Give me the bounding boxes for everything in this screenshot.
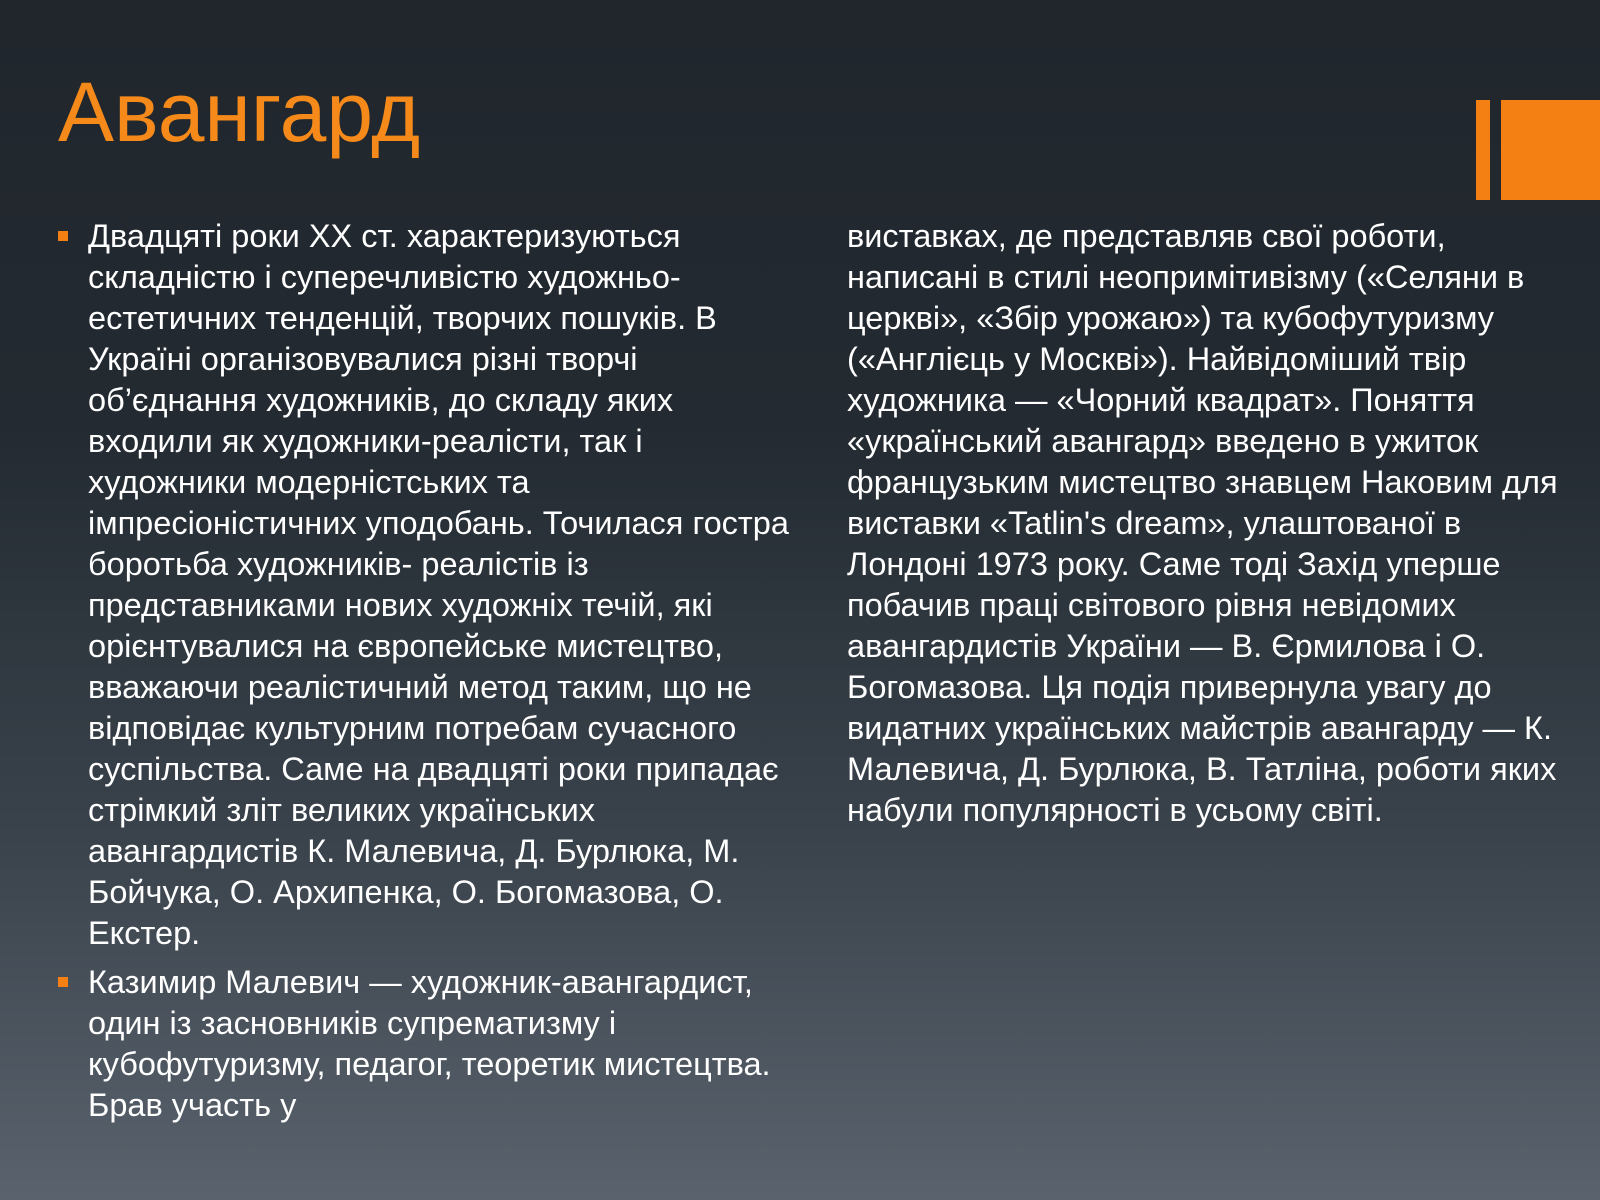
content-column-right [847,216,1577,831]
accent-bar-decoration [1476,100,1490,200]
bullet-item [58,962,803,1126]
bullet-text: Двадцяті роки XX ст. характеризуються складністю і суперечливістю художньо-естетичних тенденцій, творчих пошуків. В Україні організовувалися різні творчі об’єднання художників, до складу яких входили як художники-реалісти, так і художники модерністських та імпресіоністичних уподобань. Точилася гостра боротьба художників- реалістів із представниками нових художніх течій, які орієнтувалися на європейське мистецтво, вважаючи реалістичний метод таким, що не відповідає культурним потребам сучасного суспільства. Саме на двадцяті роки припадає стрімкий зліт великих українських авангардистів К. Малевича, Д. Бурлюка, М. Бойчука, О. Архипенка, О. Богомазова, О. Екстер. [88,218,789,951]
slide-title: Авангард [58,65,421,159]
bullet-text: Казимир Малевич — художник-авангардист, один із засновників супрематизму і кубофутуризму, педагог, теоретик мистецтва. Брав участь у [88,964,771,1123]
bullet-continuation-text: виставках, де представляв свої роботи, написані в стилі неопримітивізму («Селяни в церкві», «Збір урожаю») та кубофутуризму («Англієць у Москві»). Найвідоміший твір художника — «Чорний квадрат». Поняття «український авангард» введено в ужиток французьким мистецтво знавцем Наковим для виставки «Tatlin's dream», улаштованої в Лондоні 1973 року. Саме тоді Захід уперше побачив праці світового рівня невідомих авангардистів України — В. Єрмилова і О. Богомазова. Ця подія привернула увагу до видатних українських майстрів авангарду — К. Малевича, Д. Бурлюка, В. Татліна, роботи яких набули популярності в усьому світі. [847,218,1558,828]
square-bullet-icon [58,977,68,987]
bullet-item [58,216,803,954]
square-bullet-icon [58,231,68,241]
accent-block-decoration [1501,100,1600,200]
content-column-left [58,216,803,1126]
